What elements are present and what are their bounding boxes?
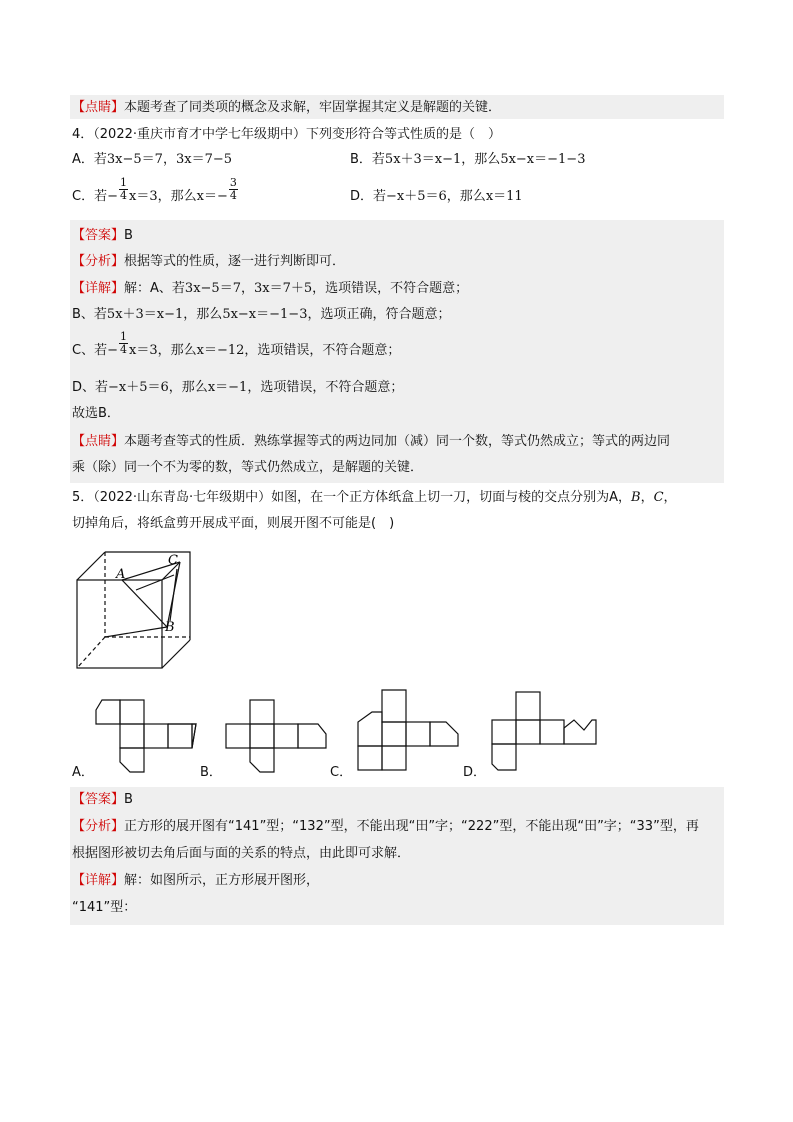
cube-label-a: A bbox=[116, 567, 126, 582]
analysis5-line1: 【分析】正方形的展开图有“141”型；“132”型，不能出现“田”字；“222”型，不能出现“田”字；“33”型，再 bbox=[72, 819, 699, 834]
opt-b-label: B． bbox=[200, 765, 222, 780]
comment4-line2: 乘（除）同一个不为零的数，等式仍然成立，是解题的关键． bbox=[72, 460, 424, 475]
detail4-line-c: C、若− $\frac{1}{4}$ x＝3，那么x＝−12，选项错误，不符合题意； bbox=[72, 330, 401, 358]
q5-line1: 5．（2022·山东青岛·七年级期中）如图，在一个正方体纸盒上切一刀，切面与棱的交点分别为A，B，C， bbox=[72, 490, 677, 505]
answer5-line: 【答案】B bbox=[72, 792, 133, 807]
q4-option-a: A．若3x−5＝7，3x＝7−5 bbox=[72, 152, 233, 167]
q4-stem: 4．（2022·重庆市育才中学七年级期中）下列变形符合等式性质的是（ ） bbox=[72, 127, 501, 142]
comment1-line bbox=[72, 99, 722, 117]
comment4-line1: 【点睛】本题考查等式的性质．熟练掌握等式的两边同加（减）同一个数，等式仍然成立；等式的两边同 bbox=[72, 434, 671, 449]
cube-label-c: C bbox=[168, 553, 178, 568]
cube-label-b: B bbox=[165, 620, 175, 635]
detail4-end: 故选B． bbox=[72, 406, 120, 421]
opt-c-label: C． bbox=[330, 765, 353, 780]
opt-d-label: D． bbox=[463, 765, 487, 780]
cube-figure bbox=[70, 545, 200, 675]
comment-text: 本题考查了同类项的概念及求解，牢固掌握其定义是解题的关键． bbox=[124, 100, 502, 115]
detail4-line-b: B、若5x＋3＝x−1，那么5x−x＝−1−3，选项正确，符合题意； bbox=[72, 307, 451, 322]
q5-line2: 切掉角后，将纸盒剪开展成平面，则展开图不可能是( ) bbox=[72, 516, 395, 531]
detail5-line2: “141”型： bbox=[72, 900, 137, 915]
answer4-line: 【答案】B bbox=[72, 228, 133, 243]
q4-option-b: B．若5x＋3＝x−1，那么5x−x＝−1−3 bbox=[350, 152, 586, 167]
analysis5-line2: 根据图形被切去角后面与面的关系的特点，由此即可求解． bbox=[72, 846, 411, 861]
detail4-line-a: 【详解】解：A、若3x−5＝7，3x＝7＋5，选项错误，不符合题意； bbox=[72, 281, 469, 296]
net-option-c bbox=[352, 688, 462, 776]
q4-option-c: C．若− $\frac{1}{4}$ x＝3，那么x＝− $\frac{3}{4}$ bbox=[72, 176, 237, 204]
analysis4-line: 【分析】根据等式的性质，逐一进行判断即可． bbox=[72, 254, 346, 269]
q4-options-cd bbox=[72, 176, 722, 216]
q4-option-d: D．若−x＋5＝6，那么x＝11 bbox=[350, 189, 523, 204]
fraction: $\frac{1}{4}$ bbox=[119, 330, 127, 356]
detail5-line1: 【详解】解：如图所示，正方形展开图形， bbox=[72, 873, 320, 888]
opt-a-label: A． bbox=[72, 765, 94, 780]
net-option-d bbox=[488, 690, 598, 776]
comment-tag: 【点睛】 bbox=[72, 100, 125, 115]
detail4-line-d: D、若−x＋5＝6，那么x＝−1，选项错误，不符合题意； bbox=[72, 380, 404, 395]
fraction: $\frac{3}{4}$ bbox=[229, 176, 237, 202]
fraction: $\frac{1}{4}$ bbox=[119, 176, 127, 202]
